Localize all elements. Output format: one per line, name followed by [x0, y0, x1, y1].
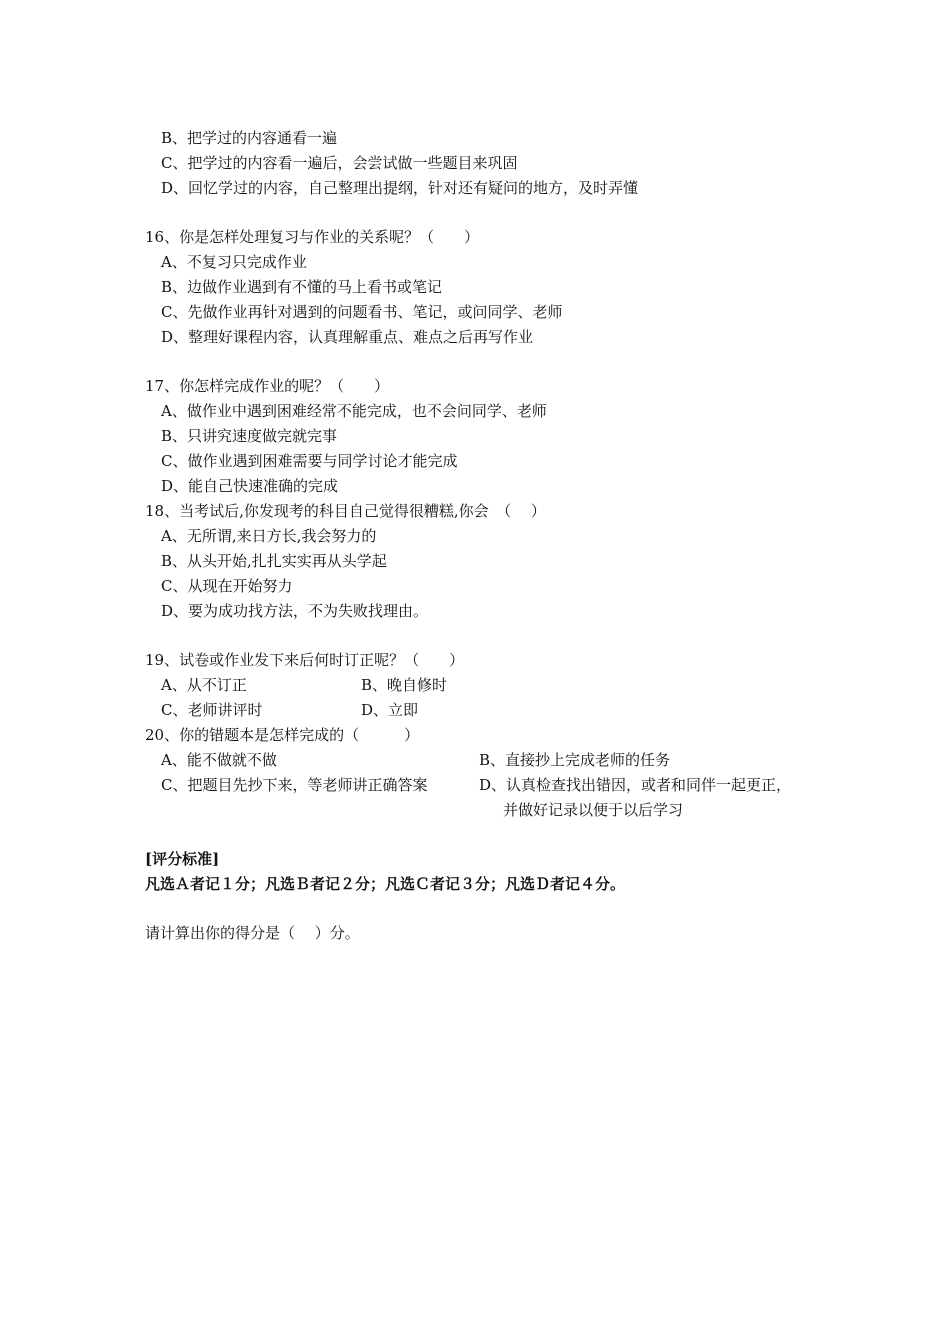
q17-option-d: D、能自己快速准确的完成	[161, 477, 339, 495]
q15-option-b: B、把学过的内容通看一遍	[161, 129, 338, 147]
q20-option-c: C、把题目先抄下来，等老师讲正确答案	[161, 776, 428, 794]
scoring-heading: [评分标准]	[145, 850, 220, 868]
q20-option-a: A、能不做就不做	[161, 751, 277, 769]
q20-option-d-continued: 并做好记录以便于以后学习	[503, 801, 684, 819]
q18-option-b: B、从头开始,扎扎实实再从头学起	[161, 552, 387, 570]
q19-option-c: C、老师讲评时	[161, 701, 263, 719]
q17-option-c: C、做作业遇到困难需要与同学讨论才能完成	[161, 452, 458, 470]
q16-option-b: B、边做作业遇到有不懂的马上看书或笔记	[161, 278, 443, 296]
q16-question: 16、你是怎样处理复习与作业的关系呢？（ ）	[145, 228, 480, 246]
q15-option-c: C、把学过的内容看一遍后，会尝试做一些题目来巩固	[161, 154, 518, 172]
q16-option-d: D、整理好课程内容，认真理解重点、难点之后再写作业	[161, 328, 534, 346]
q18-option-c: C、从现在开始努力	[161, 577, 293, 595]
q19-option-b: B、晚自修时	[361, 676, 448, 694]
q17-option-b: B、只讲究速度做完就完事	[161, 427, 338, 445]
q20-question: 20、你的错题本是怎样完成的（ ）	[145, 726, 420, 744]
q17-question: 17、你怎样完成作业的呢？（ ）	[145, 377, 390, 395]
scoring-rule: 凡选Ａ者记１分；凡选Ｂ者记２分；凡选Ｃ者记３分；凡选Ｄ者记４分。	[145, 875, 626, 893]
q18-option-d: D、要为成功找方法，不为失败找理由。	[161, 602, 429, 620]
q20-option-b: B、直接抄上完成老师的任务	[479, 751, 671, 769]
q17-option-a: A、做作业中遇到困难经常不能完成，也不会问同学、老师	[161, 402, 547, 420]
q18-question: 18、当考试后,你发现考的科目自己觉得很糟糕,你会 （ ）	[145, 502, 546, 520]
q16-option-a: A、不复习只完成作业	[161, 253, 307, 271]
q20-option-d: D、认真检查找出错因，或者和同伴一起更正，	[479, 776, 792, 794]
score-prompt: 请计算出你的得分是（ ）分。	[145, 924, 360, 942]
q16-option-c: C、先做作业再针对遇到的问题看书、笔记，或问同学、老师	[161, 303, 563, 321]
q19-option-a: A、从不订正	[161, 676, 247, 694]
q18-option-a: A、无所谓,来日方长,我会努力的	[161, 527, 377, 545]
q15-option-d: D、回忆学过的内容，自己整理出提纲，针对还有疑问的地方，及时弄懂	[161, 179, 639, 197]
q19-option-d: D、立即	[361, 701, 419, 719]
q19-question: 19、试卷或作业发下来后何时订正呢？（ ）	[145, 651, 465, 669]
